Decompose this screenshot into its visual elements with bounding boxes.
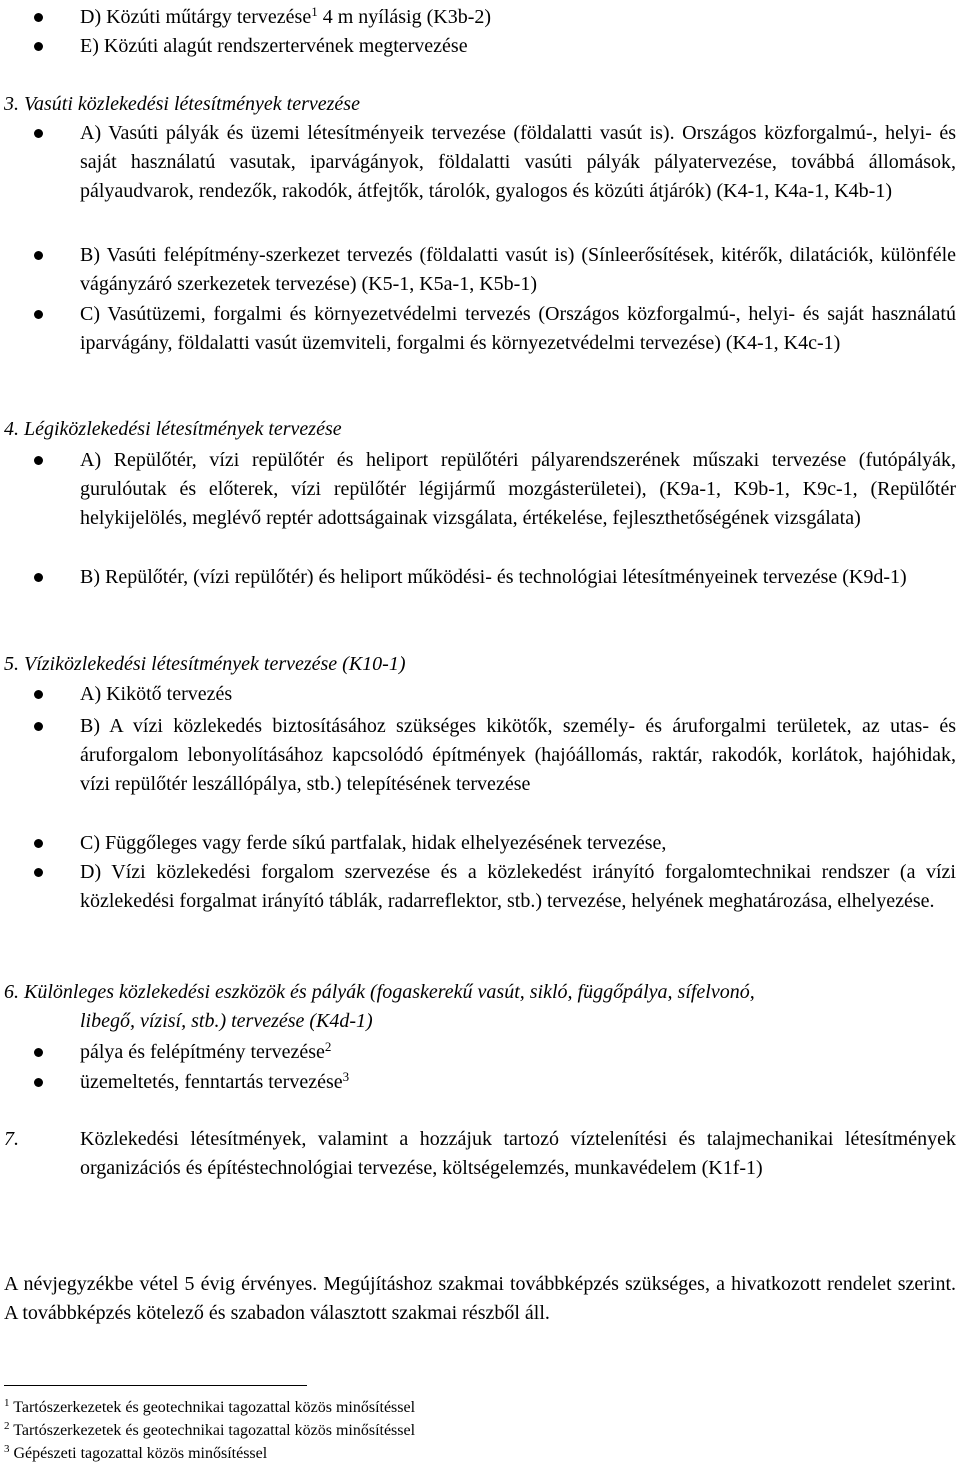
list-item: B) Vasúti felépítmény-szerkezet tervezés (földalatti vasút is) (Sínleerősítések, kitérők, dilatációk, különféle vágányzáró szerkezetek tervezése) (K5-1, K5a-1, K5b-1): [80, 241, 956, 299]
list-item: A) Repülőtér, vízi repülőtér és heliport repülőtéri pályarendszerének műszaki tervezése (futópályák, gurulóutak és előterek, vízi repülőtér légijármű mozgásterületei), (K9a-1, K9b-1, K9c-1, (Repülőtér helykijelölés, meglévő reptér adottságainak vizsgálata, értékelése, fejleszthetőségének vizsgálata): [80, 446, 956, 533]
list-item: B) A vízi közlekedés biztosításához szükséges kikötők, személy- és áruforgalmi területek, az utas- és áruforgalom lebonyolításához kapcsolódó építmények (hajóállomás, raktár, rakodók, korlátok, hajóhidak, vízi repülőtér leszállópálya, stb.) telepítésének tervezése: [80, 712, 956, 799]
section-heading: 5. Víziközlekedési létesítmények tervezése (K10-1): [4, 653, 406, 675]
list-item: pálya és felépítmény tervezése$^2$: [80, 1038, 956, 1067]
section-heading: 6. Különleges közlekedési eszközök és pályák (fogaskerekű vasút, sikló, függőpálya, sífelvonó,: [4, 981, 755, 1003]
footnote: $^2$ Tartószerkezetek és geotechnikai tagozattal közös minősítéssel: [4, 1420, 416, 1439]
list-item: A) Vasúti pályák és üzemi létesítményeik tervezése (földalatti vasút is). Országos közforgalmú-, helyi- és saját használatú vasutak, iparvágányok, földalatti vasúti pályák pályatervezése, továbbá állomások, pályaudvarok, rendezők, rakodók, átfejtők, tárolók, gyalogos és közúti átjárók) (K4-1, K4a-1, K4b-1): [80, 119, 956, 206]
section-heading: 3. Vasúti közlekedési létesítmények tervezése: [4, 93, 360, 115]
footnote-ref[interactable]: 2: [324, 1039, 332, 1054]
footnote: $^1$ Tartószerkezetek és geotechnikai tagozattal közös minősítéssel: [4, 1397, 416, 1416]
list-item: B) Repülőtér, (vízi repülőtér) és heliport működési- és technológiai létesítményeinek tervezése (K9d-1): [80, 563, 956, 592]
footnote-separator: [4, 1385, 307, 1386]
list-item: C) Függőleges vagy ferde síkú partfalak, hidak elhelyezésének tervezése,: [80, 829, 956, 858]
list-item: E) Közúti alagút rendszertervének megtervezése: [80, 32, 956, 61]
closing-paragraph: A névjegyzékbe vétel 5 évig érvényes. Megújításhoz szakmai továbbképzés szükséges, a hivatkozott rendelet szerint. A továbbképzés kötelező és szabadon választott szakmai részből áll.: [4, 1273, 956, 1324]
section-heading-continuation: libegő, vízisí, stb.) tervezése (K4d-1): [80, 1010, 373, 1032]
list-item: D) Vízi közlekedési forgalom szervezése és a közlekedést irányító forgalomtechnikai rendszer (a vízi közlekedési forgalmat irányító táblák, radarreflektor, stb.) tervezése, helyének meghatározása, elhelyezése.: [80, 858, 956, 916]
footnote-ref[interactable]: 1: [311, 4, 318, 19]
section-body: Közlekedési létesítmények, valamint a hozzájuk tartozó víztelenítési és talajmechanikai létesítmények organizációs és építéstechnológiai tervezése, költségelemzés, munkavédelem (K1f-1): [80, 1128, 956, 1179]
footnote: $^3$ Gépészeti tagozattal közös minősítéssel: [4, 1443, 268, 1462]
section-number: 7.: [4, 1128, 19, 1150]
list-item: üzemeltetés, fenntartás tervezése$^3$: [80, 1068, 956, 1097]
section-heading: 4. Légiközlekedési létesítmények tervezése: [4, 418, 342, 440]
footnote-ref[interactable]: 3: [342, 1069, 350, 1084]
list-item: D) Közúti műtárgy tervezése$^1$ 4 m nyílásig (K3b-2): [80, 3, 956, 32]
list-item: C) Vasútüzemi, forgalmi és környezetvédelmi tervezés (Országos közforgalmú-, helyi- és saját használatú iparvágány, földalatti vasút üzemviteli, forgalmi és környezetvédelmi tervezése) (K4-1, K4c-1): [80, 300, 956, 358]
list-item: A) Kikötő tervezés: [80, 680, 956, 709]
